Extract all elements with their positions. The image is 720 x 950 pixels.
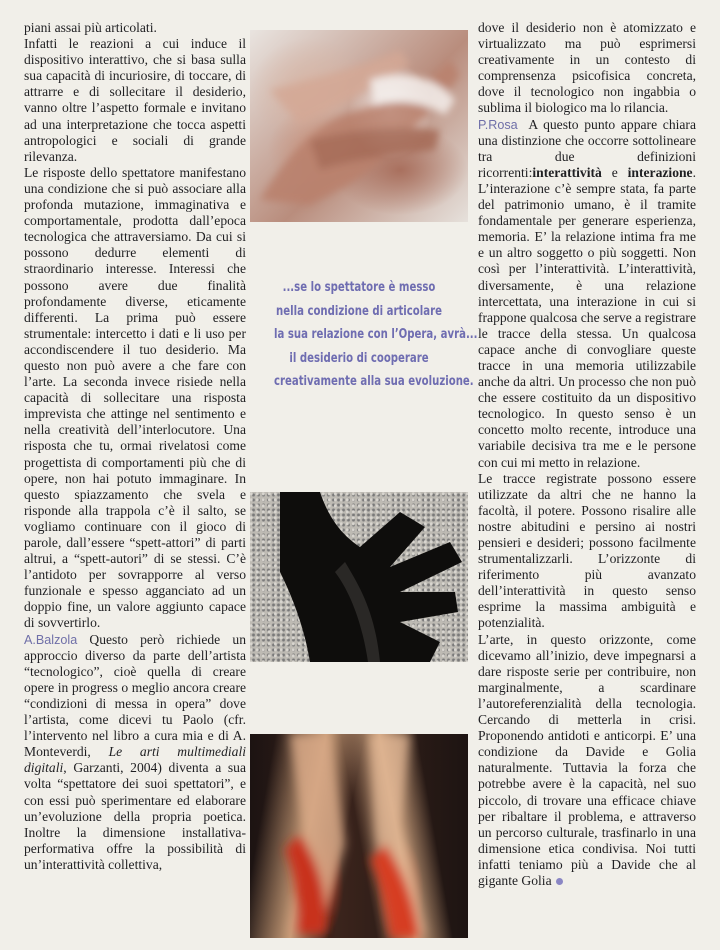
speaker-label: P.Rosa bbox=[478, 117, 518, 132]
book-title: Le arti multimediali digitali bbox=[24, 744, 247, 776]
paragraph-text: e bbox=[601, 164, 628, 180]
paragraph-text: . L’interazione c’è sempre stata, fa parte del patrimonio umano, è il tramite fondamentale per generare esperienza, memoria. E’ la relazione intima fra me e un altro soggetto o più soggetti. Non così per l’interattività. L’interattività, diversamente, è una relazione intercettata, una interazione in cui si frappone qualcosa che serve a registrare le tracce della stessa. Un qualcosa capace anche di convogliare queste tracce in una memoria utilizzabile anche da altri. Un processo che non può che essere costituito da un dispositivo tecnologico. In questo senso è un concetto molto recente, introduce una variabile decisiva tra me e le persone con cui mi metto in relazione. bbox=[478, 164, 696, 470]
term-bold: interazione bbox=[627, 164, 693, 180]
hand-shadow-illustration bbox=[250, 492, 468, 662]
paragraph bbox=[478, 117, 696, 471]
quote-line: la sua relazione con l’Opera, avrà... bbox=[273, 327, 478, 343]
left-text-column bbox=[24, 20, 246, 873]
paragraph-text: , Garzanti, 2004) diventa a sua volta “spettatore dei suoi spettatori”, e con essi può sperimentare ed elaborare un’evoluzione della propria poetica. Inoltre la dimensione installativa-performativa offre la possibilità di un’interattività collettiva, bbox=[24, 760, 246, 872]
paragraph: Infatti le reazioni a cui induce il dispositivo interattivo, che si basa sulla sua capacità di incuriosire, di toccare, di attrarre e di sollecitare il desiderio, vanno oltre l’aspetto formale e invitano ad una interpretazione che tocca aspetti antropologici e sociali di grande rilevanza. bbox=[24, 36, 246, 164]
hand-shadow-photo bbox=[250, 492, 468, 662]
right-text-column bbox=[478, 20, 696, 889]
term-bold: interattività bbox=[532, 164, 602, 180]
paragraph: Le risposte dello spettatore manifestano una condizione che si può associare alla profonda mutazione, immaginativa e comportamentale, prodotta dall’epoca tecnologica che attraversiamo. Da cui si possono dedurre elementi di straordinario interesse. Interessi che possono avere due finalità profondamente diverse, eticamente differenti. La prima può essere strumentale: intercetto i dati e li uso per accondiscendere il tuo desiderio. Ma questo non può avere a che fare con l’arte. La seconda invece risiede nella capacità di sollecitare una risposta imprevista che attinge nel sentimento e nella creatività dell’interlocutore. Una risposta che tu, ormai rivelatosi come progettista di comportamenti più che di opere, non hai potuto immaginare. In questo spiazzamento che svela e risponde alla trappola c’è il salto, se vogliamo continuare con il gioco di parole, dall’essere “spett-attori” di parti altrui, a “spett-autori” di se stessi. C’è l’antidoto per sovrapporre al verso funzionale e spesso agganciato ad un doppio fine, un valore aggiunto capace di sovvertirlo. bbox=[24, 164, 246, 631]
dancing-feet-photo bbox=[250, 734, 468, 938]
dancing-feet-illustration bbox=[250, 734, 468, 938]
hands-photo-illustration bbox=[250, 30, 468, 222]
paragraph bbox=[24, 632, 246, 873]
speaker-label: A.Balzola bbox=[24, 632, 78, 647]
pull-quote bbox=[273, 276, 478, 394]
quote-line: ...se lo spettatore è messo bbox=[282, 280, 436, 295]
quote-line: creativamente alla sua evoluzione. bbox=[273, 374, 474, 390]
paragraph-text: Questo però richiede un approccio diverso da parte dell’artista “tecnologico”, cioè quella di creare opere in progress o meglio ancora creare “condizioni di messa in opera” dove l’artista, come dicevi tu Paolo (cfr. l’intervento nel libro a cura mia e di A. Monteverdi, bbox=[24, 631, 246, 760]
end-mark-icon bbox=[556, 878, 563, 885]
paragraph: piani assai più articolati. bbox=[24, 20, 157, 35]
paragraph-text: L’arte, in questo orizzonte, come dicevamo all’inizio, deve impegnarsi a dare risposte serie per contribuire, non marginalmente, a scardinare l’autoreferenzialità della tecnologia. Cercando di metterla in crisi. Proponendo antidoti e anticorpi. E’ una condizione da Davide e Golia naturalmente. Tuttavia la forza che potrebbe avere è la capacità, nel suo piccolo, di trovare una efficace chiave per ribaltare il problema, e attraverso un percorso culturale, trasfinarlo in una dimensione etica condivisa. Noi tutti infatti teniamo più a Davide che al gigante Golia bbox=[478, 631, 696, 888]
paragraph-text: A questo punto appare chiara una distinzione che occorre sottolineare tra due definizioni ricorrenti: bbox=[478, 116, 696, 180]
paragraph: Le tracce registrate possono essere utilizzate da altri che ne hanno la facoltà, il potere. Possono risalire alle nostre abitudini e persino ai nostri pensieri e desideri; possono facilmente strumentalizzarli. L’orizzonte di riferimento più avanzato dell’interattività in questo senso esprime la massima ambiguità e potenzialità. bbox=[478, 470, 696, 631]
paragraph bbox=[478, 632, 696, 890]
paragraph: dove il desiderio non è atomizzato e virtualizzato ma può esprimersi creativamente in un contesto di comprensenza psicofisica concreta, dove il tecnologico non ingabbia o sublima il biologico ma lo rilancia. bbox=[478, 20, 696, 116]
quote-line: nella condizione di articolare bbox=[276, 303, 442, 319]
hands-photo bbox=[250, 30, 468, 222]
quote-line: il desiderio di cooperare bbox=[289, 350, 429, 366]
